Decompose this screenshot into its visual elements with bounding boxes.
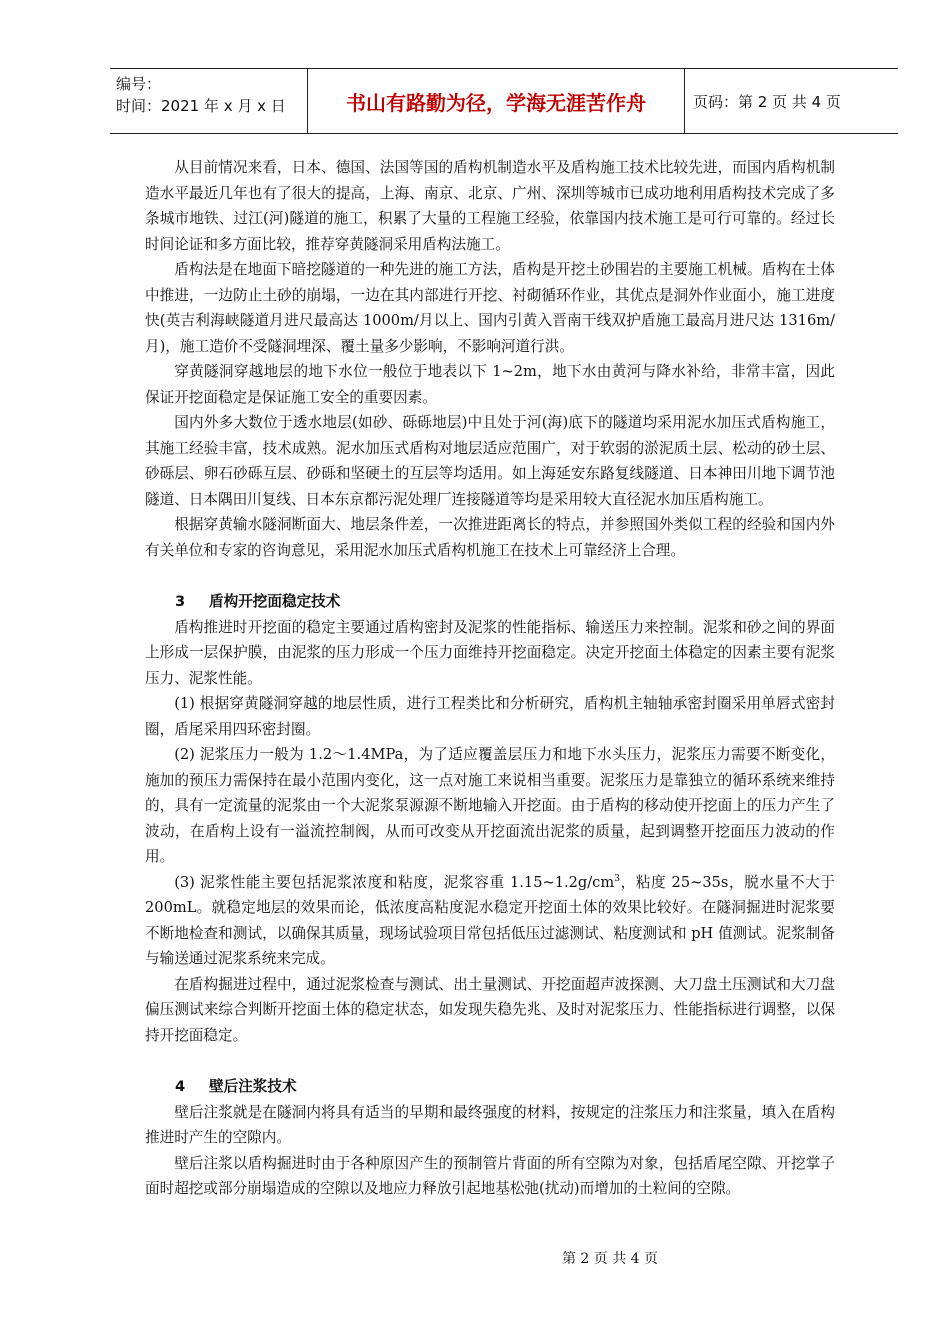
paragraph-text: ，粘度 25~35s，脱水量不大于 200mL。就稳定地层的效果而论，低浓度高粘度泥水稳定开挖面土体的效果比较好。在隧洞掘进时泥浆要不断地检查和测试，以确保其质量，现场试验项目常包括低压过滤测试、粘度测试和 pH 值测试。泥浆制备与输送通过泥浆系统来完成。 bbox=[145, 873, 835, 967]
section-title: 盾构开挖面稳定技术 bbox=[209, 593, 341, 610]
paragraph: 国内外多大数位于透水地层(如砂、砾砾地层)中且处于河(海)底下的隧道均采用泥水加压式盾构施工，其施工经验丰富，技术成熟。泥水加压式盾构对地层适应范围广，对于软弱的淤泥质土层、松动的砂土层、砂砾层、卵石砂砾互层、砂砾和坚硬土的互层等均适用。如上海延安东路复线隧道、日本神田川地下调节池隧道、日本隅田川复线、日本东京都污泥处理厂连接隧道等均是采用较大直径泥水加压盾构施工。 bbox=[145, 414, 835, 508]
header-meta bbox=[110, 69, 308, 133]
superscript: 3 bbox=[614, 873, 620, 884]
section-number: 3 bbox=[175, 593, 186, 610]
doc-date-label: 时间：2021 年 x 月 x 日 bbox=[116, 97, 286, 115]
paragraph: 从目前情况来看，日本、德国、法国等国的盾构机制造水平及盾构施工技术比较先进，而国内盾构机制造水平最近几年也有了很大的提高，上海、南京、北京、广州、深圳等城市已成功地利用盾构技术完成了多条城市地铁、过江(河)隧道的施工，积累了大量的工程施工经验，依靠国内技术施工是可行可靠的。经过长时间论证和多方面比较，推荐穿黄隧洞采用盾构法施工。 bbox=[145, 159, 835, 253]
paragraph: 穿黄隧洞穿越地层的地下水位一般位于地表以下 1~2m，地下水由黄河与降水补给，非常丰富，因此保证开挖面稳定是保证施工安全的重要因素。 bbox=[145, 363, 835, 406]
doc-number-label: 编号： bbox=[116, 75, 162, 93]
page-header bbox=[110, 68, 898, 134]
section-title: 壁后注浆技术 bbox=[209, 1078, 297, 1095]
paragraph: 根据穿黄输水隧洞断面大、地层条件差，一次推进距离长的特点，并参照国外类似工程的经验和国内外有关单位和专家的咨询意见，采用泥水加压式盾构机施工在技术上可靠经济上合理。 bbox=[145, 516, 835, 559]
page-footer: 第 2 页 共 4 页 bbox=[561, 1251, 659, 1267]
section-heading-4 bbox=[145, 1074, 835, 1100]
paragraph bbox=[145, 870, 835, 972]
paragraph: 壁后注浆就是在隧洞内将具有适当的早期和最终强度的材料，按规定的注浆压力和注浆量，填入在盾构推进时产生的空隙内。 bbox=[145, 1103, 835, 1146]
paragraph: 盾构法是在地面下暗挖隧道的一种先进的施工方法，盾构是开挖土砂围岩的主要施工机械。盾构在土体中推进，一边防止土砂的崩塌，一边在其内部进行开挖、衬砌循环作业，其优点是洞外作业面小，施工进度快(英吉利海峡隧道月进尺最高达 1000m/月以上、国内引黄入晋南干线双护盾施工最高月进尺达 1316m/月)，施工造价不受隧洞埋深、覆土量多少影响，不影响河道行洪。 bbox=[145, 261, 835, 355]
paragraph-text: (3) 泥浆性能主要包括泥浆浓度和粘度，泥浆容重 1.15~1.2g/cm bbox=[174, 873, 615, 891]
paragraph: 壁后注浆以盾构掘进时由于各种原因产生的预制管片背面的所有空隙为对象，包括盾尾空隙、开挖掌子面时超挖或部分崩塌造成的空隙以及地应力释放引起地基松弛(扰动)而增加的土粒间的空隙。 bbox=[145, 1154, 835, 1197]
header-page-label: 页码：第 2 页 共 4 页 bbox=[693, 92, 841, 111]
section-number: 4 bbox=[175, 1078, 186, 1095]
paragraph: 盾构推进时开挖面的稳定主要通过盾构密封及泥浆的性能指标、输送压力来控制。泥浆和砂之间的界面上形成一层保护膜，由泥浆的压力形成一个压力面维持开挖面稳定。决定开挖面土体稳定的因素主要有泥浆压力、泥浆性能。 bbox=[145, 618, 835, 687]
paragraph: (1) 根据穿黄隧洞穿越的地层性质，进行工程类比和分析研究，盾构机主轴轴承密封圈采用单唇式密封圈，盾尾采用四环密封圈。 bbox=[145, 695, 835, 738]
header-motto: 书山有路勤为径，学海无涯苦作舟 bbox=[308, 69, 685, 133]
document-body bbox=[145, 155, 835, 1202]
section-heading-3 bbox=[145, 589, 835, 615]
paragraph: (2) 泥浆压力一般为 1.2～1.4MPa，为了适应覆盖层压力和地下水头压力，泥浆压力需要不断变化，施加的预压力需保持在最小范围内变化，这一点对施工来说相当重要。泥浆压力是靠独立的循环系统来维持的，具有一定流量的泥浆由一个大泥浆泵源源不断地输入开挖面。由于盾构的移动使开挖面上的压力产生了波动，在盾构上设有一溢流控制阀，从而可改变从开挖面流出泥浆的质量，起到调整开挖面压力波动的作用。 bbox=[145, 746, 835, 865]
paragraph: 在盾构掘进过程中，通过泥浆检查与测试、出土量测试、开挖面超声波探测、大刀盘土压测试和大刀盘偏压测试来综合判断开挖面土体的稳定状态，如发现失稳先兆、及时对泥浆压力、性能指标进行调整，以保持开挖面稳定。 bbox=[145, 975, 835, 1044]
